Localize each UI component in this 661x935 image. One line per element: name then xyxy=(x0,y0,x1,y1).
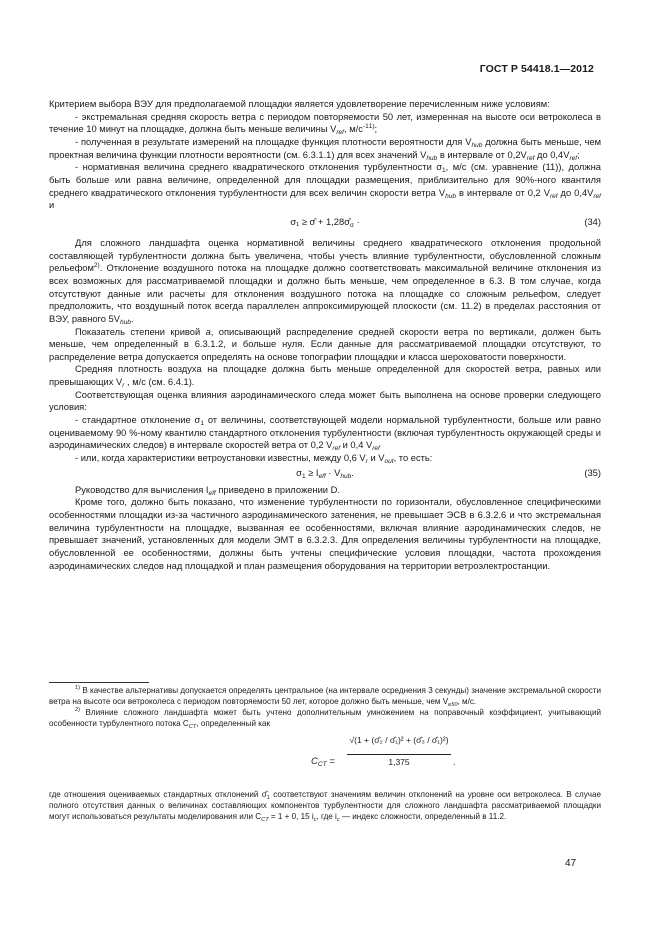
cct-label: $C_{CT}$ = xyxy=(311,756,335,768)
formula-35-number: (35) xyxy=(584,467,601,478)
formula-34-expression: σ₁ ≥ σ̂ + 1,28σ̂ xyxy=(290,216,350,227)
cct-fraction xyxy=(347,731,451,768)
cct-numerator: √(1 + (σ̂₂ / σ̂₁)² + (σ̂₃ / σ̂₁)²) xyxy=(347,731,451,755)
paragraph: Руководство для вычисления $I_{eff}$ приведено в приложении D. xyxy=(75,484,340,497)
cct-formula xyxy=(49,729,601,789)
paragraph: - стандартное отклонение $\sigma_1$ от величины, соответствующей модели нормальной турбулентности, больше или равно оцениваемому 90 %-ному квантилю стандартного отклонения турбулентности (включая турбулентность окружающей среды и аэродинамических следов) в интервале скоростей ветра от 0,2 $V_{ref}$ и 0,4 $V_{ref}$ xyxy=(49,415,601,453)
standard-header: ГОСТ Р 54418.1—2012 xyxy=(479,63,594,75)
paragraph: Кроме того, должно быть показано, что изменение турбулентности по горизонтали, обусловленное специфическими особенностями площадки из-за частичного аэродинамического затенения, не превышает ЭСВ в 6.3.2.6 и что экстремальная величина турбулентности на площадке, вызванная ее особенностями, включая влияние аэродинамических следов, не превышает значений, установленных для модели ЭМТ в 6.3.2.3. Для определения величины турбулентности на площадке, обусловленной ее особенностями, должны быть учтены специфические условия площадки, частота прохождения аэродинамических следов над площадкой и план размещения оборудования на территории ветроэлектростанции. xyxy=(49,497,601,571)
footnote-2-continuation: где отношения оцениваемых стандартных отклонений $\sigmâ_1$ соответствуют значениям величин отклонений на уровне оси ветроколеса. В случае полного отсутствия данных о величинах составляющих компонентов турбулентности для сложного ландшафта рассматриваемой площадки могут использоваться результаты моделирования или $C_{CT} = 1 + 0$, 15 $i_c$, где $i_c$ — индекс сложности, определенный в 11.2. xyxy=(49,790,601,823)
paragraph: Для сложного ландшафта оценка нормативной величины среднего квадратического отклонения продольной составляющей турбулентности должна быть увеличена, чтобы учесть влияние турбулентности, обусловленной сложным рельефом$^{2)}$. Отклонение воздушного потока на площадке должно соответствовать максимальной величине отклонения из всех возможных для рассматриваемой площадки и должно быть меньше, чем определенное в 6.3. В том случае, когда отсутствуют данные или расчеты для отклонения воздушного потока на площадке со сложным рельефом, следует предположить, что воздушный поток всегда параллелен аппроксимирующей плоскости (см. 11.2) в пределах расстояния от ВЭУ, равного $5V_{hub}$. xyxy=(49,237,601,326)
footnotes xyxy=(49,685,601,822)
formula-35: $\sigma_1 \ge I_{eff} \cdot V_{hub}$. (35) xyxy=(296,467,601,480)
footnote-1: $^{1)}$ В качестве альтернативы допускается определять центральное (на интервале осреднения 3 секунды) значение экстремальной скорости ветра на высоте оси ветроколеса с периодом повторяемости 50 лет, которое должно быть меньше, чем $V_{e50}$, м/с. xyxy=(49,685,601,708)
formula-34: σ₁ ≥ σ̂ + $1,28\sigmâ_\sigma$ · (34) xyxy=(290,216,601,229)
footnote-divider xyxy=(49,682,149,683)
cct-end: . xyxy=(453,757,456,767)
cct-denominator: 1,375 xyxy=(388,757,410,767)
paragraph: Соответствующая оценка влияния аэродинамического следа может быть выполнена на основе проверки следующего условия: xyxy=(49,389,601,413)
formula-34-number: (34) xyxy=(584,216,601,227)
footnote-2: $^{2)}$ Влияние сложного ландшафта может быть учтено дополнительным умножением на поправочный коэффициент, учитывающий особенности турбулентного потока $C_{CT}$, определенный как xyxy=(49,707,601,730)
main-text xyxy=(49,98,601,572)
paragraph: - или, когда характеристики ветроустановки известны, между 0,6 $V_r$ и $V_{out}$, то есть: xyxy=(75,453,433,466)
paragraph: Показатель степени кривой a, описывающий распределение средней скорости ветра по вертикали, должен быть меньше, чем определенный в 6.3.1.2, и больше нуля. Если данные для рассматриваемой площадки отсутствуют, то распределение ветра допускается определять на основе топографии площадки и класса шероховатости поверхности. xyxy=(49,326,601,362)
page-number: 47 xyxy=(565,858,577,869)
paragraph: Критерием выбора ВЭУ для предполагаемой площадки является удовлетворение перечисленным ниже условиям: xyxy=(49,99,550,109)
paragraph: Средняя плотность воздуха на площадке должна быть меньше определенной для скоростей ветра, равных или превышающих $V_r$ , м/с (см. 6.4.1). xyxy=(49,364,601,390)
paragraph: - нормативная величина среднего квадратического отклонения турбулентности $\sigma_1$, м/с (см. уравнение (11)), должна быть больше или равна величине, определенной для площадки размещения, приблизительно для 90%-ного квантиля среднего квадратического отклонения турбулентности для всех величин скорости ветра $V_{hub}$ в интервале от 0,2 $V_{ref}$ до $0,4V_{ref}$ и xyxy=(49,162,601,211)
paragraph: - полученная в результате измерений на площадке функция плотности вероятности для $V_{hub}$ должна быть меньше, чем проектная величина функции плотности вероятности (см. 6.3.1.1) для всех значений $V_{hub}$ в интервале от $0,2V_{ref}$ до $0,4V_{ref}$; xyxy=(49,136,601,162)
paragraph: - экстремальная средняя скорость ветра с периодом повторяемости 50 лет, измеренная на высоте оси ветроколеса в течение 10 минут на площадке, должна быть меньше величины $V_{ref}$, $м/с^{-11)}$; xyxy=(49,111,601,137)
